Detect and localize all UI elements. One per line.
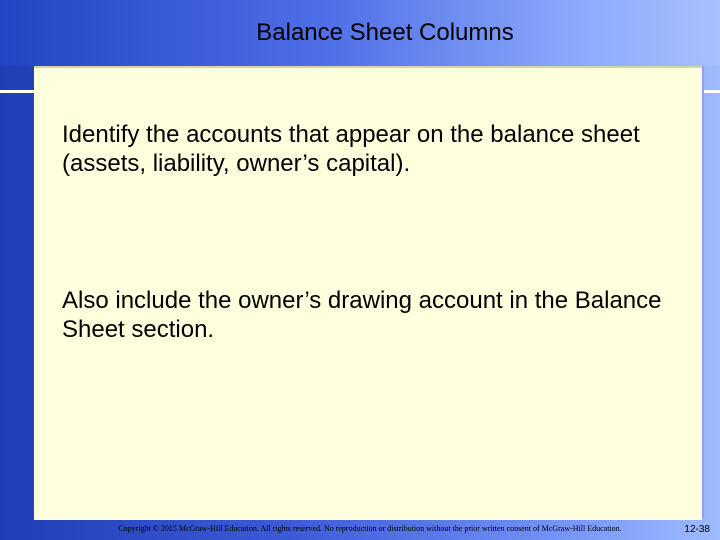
copyright-footer: Copyright © 2015 McGraw-Hill Education. All rights reserved. No reproduction or distribution without the prior written consent of McGraw-Hill Education. [118, 524, 622, 533]
bullet-text-1: Identify the accounts that appear on the balance sheet (assets, liability, owner’s capital). [62, 121, 640, 177]
content-panel-edge [702, 66, 704, 518]
title-rule-right [702, 90, 720, 93]
title-rule-left [0, 90, 36, 93]
bullet-text-2: Also include the owner’s drawing account in the Balance Sheet section. [62, 287, 662, 343]
slide-number: 12-38 [684, 524, 710, 535]
slide-title: Balance Sheet Columns [256, 19, 514, 46]
